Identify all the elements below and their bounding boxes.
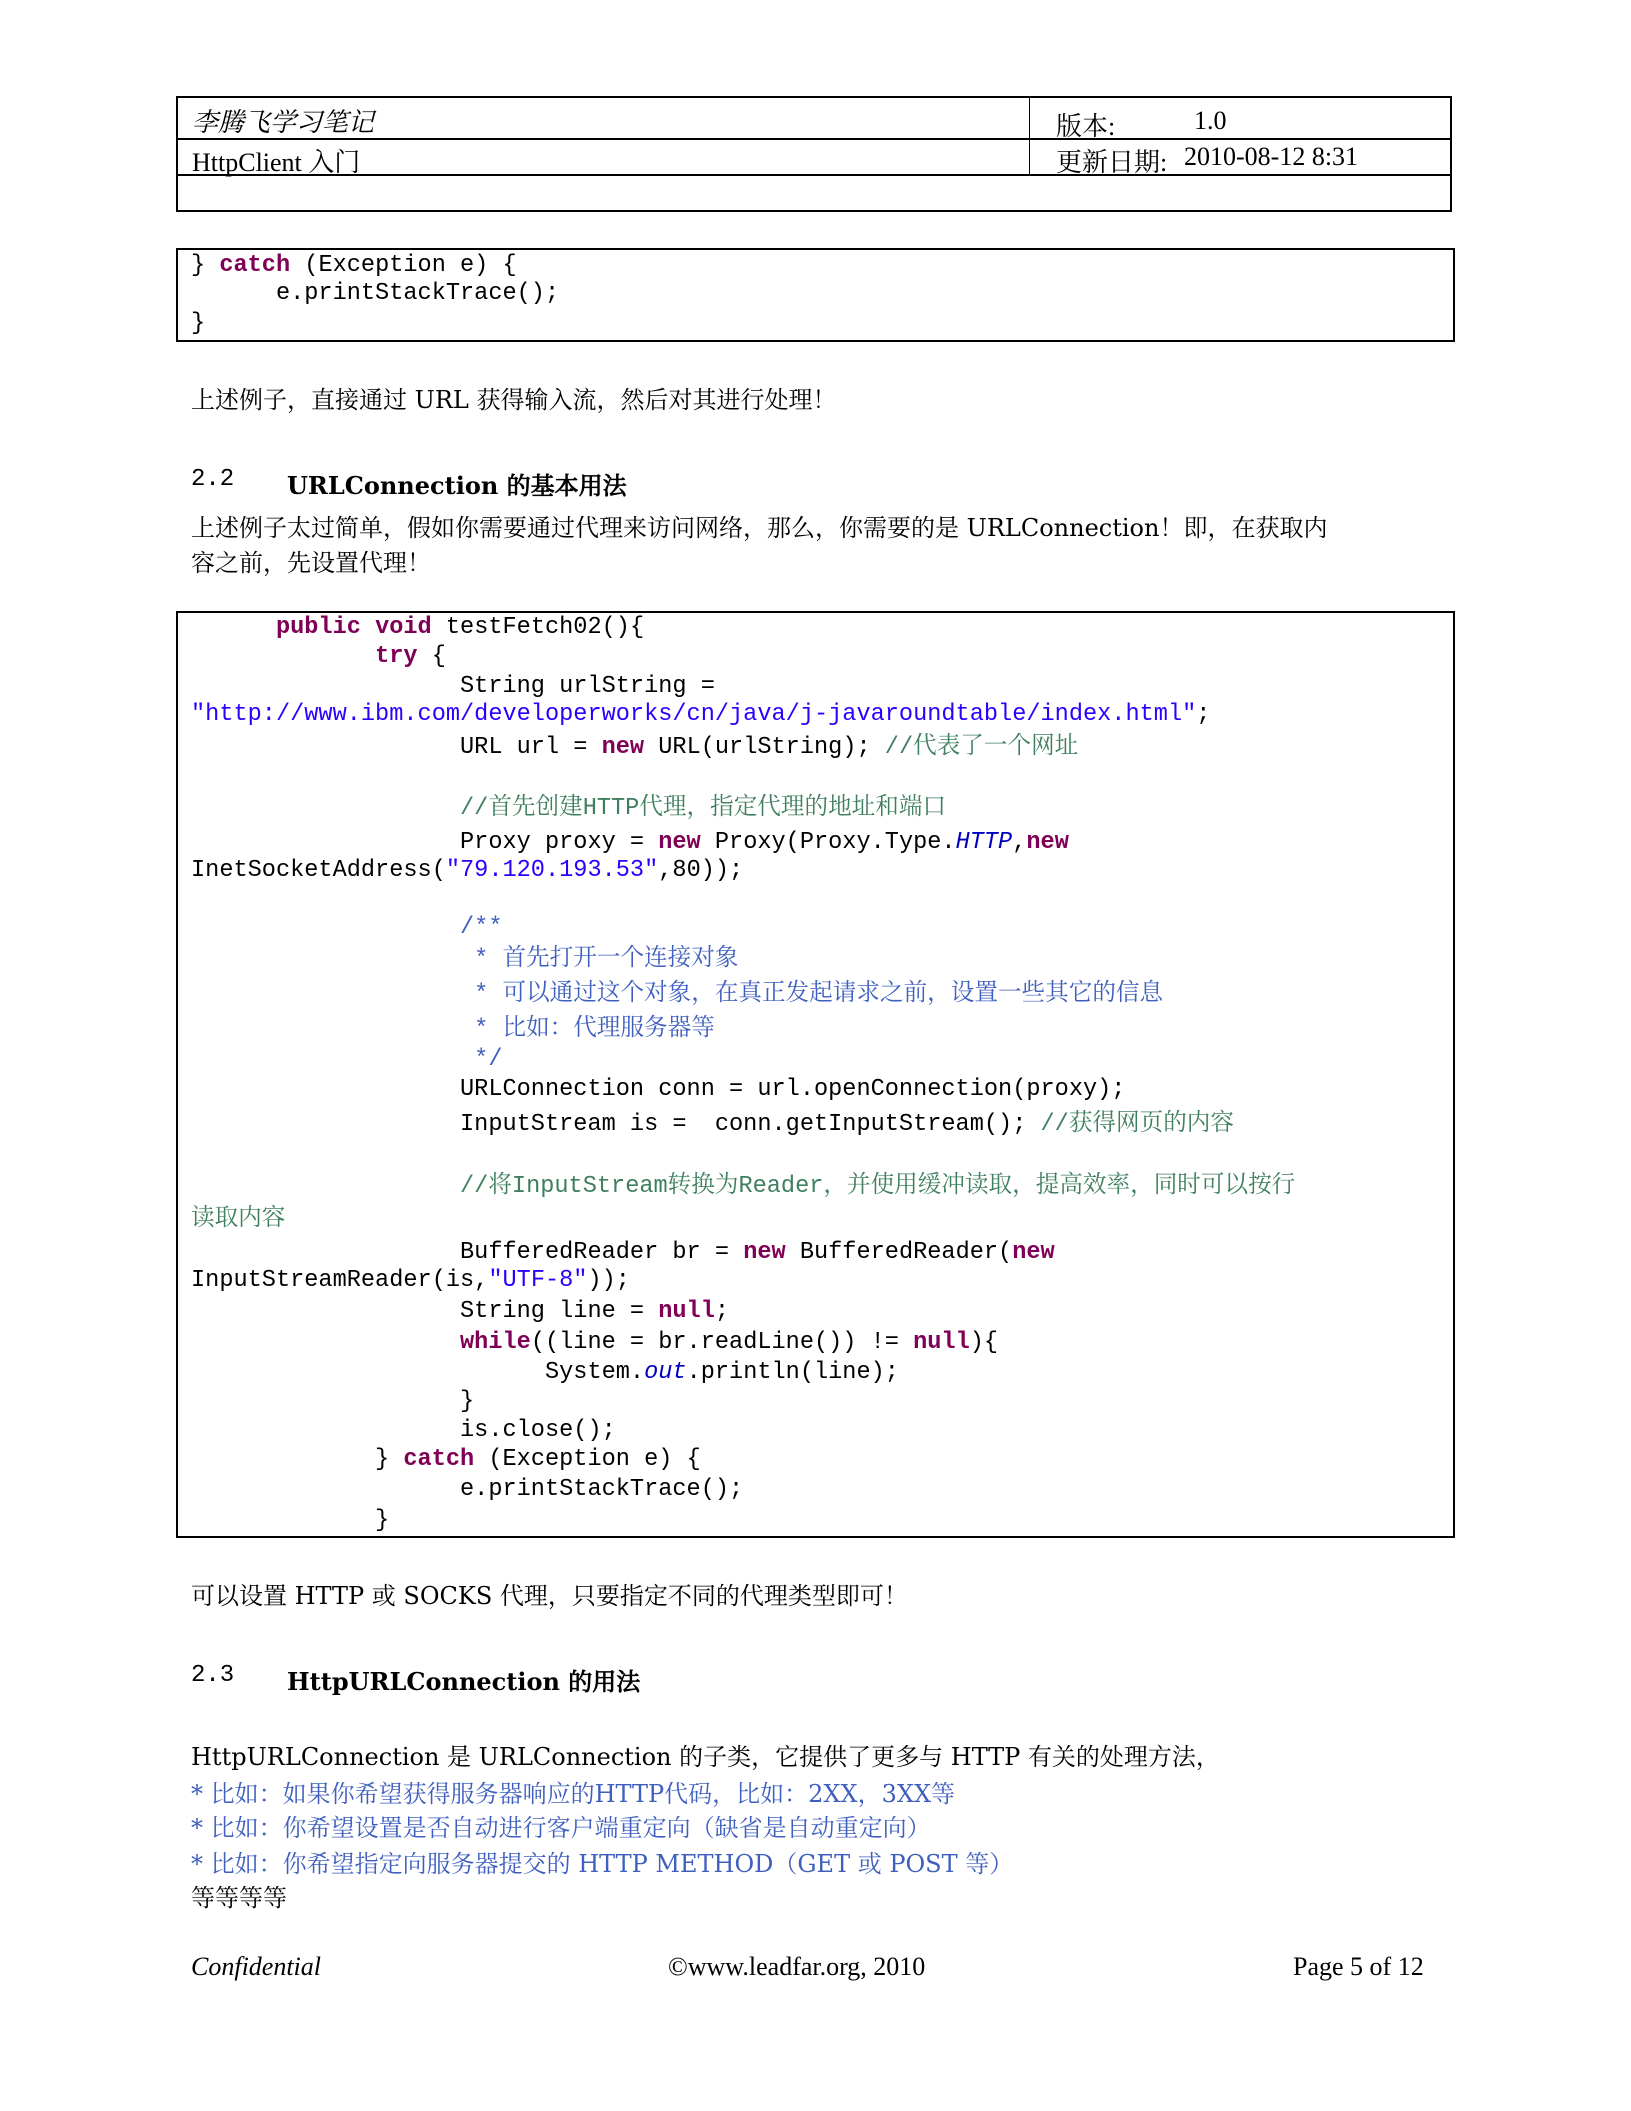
code-token: (Exception e) { — [474, 1446, 701, 1473]
code-token — [191, 1329, 460, 1356]
code-token: } — [191, 1388, 475, 1415]
code-line — [191, 312, 205, 336]
code-token: new — [1026, 829, 1069, 856]
code-token: while — [460, 1329, 531, 1356]
code-token: HTTP — [955, 829, 1013, 856]
code-token: Proxy(Proxy.Type. — [700, 829, 956, 856]
code-token: BufferedReader( — [785, 1239, 1013, 1266]
paragraph: HttpURLConnection 是 URLConnection 的子类，它提供了更多与 HTTP 有关的处理方法， — [191, 1743, 1220, 1771]
code-line — [191, 1419, 616, 1443]
code-token: Proxy proxy = — [191, 829, 659, 856]
code-token: { — [417, 643, 446, 670]
code-token — [191, 1016, 474, 1043]
code-token: e.printStackTrace(); — [191, 280, 560, 307]
code-line — [191, 1331, 998, 1355]
code-token: "UTF-8" — [488, 1267, 588, 1294]
version-value: 1.0 — [1194, 106, 1227, 135]
code-block-2 — [176, 611, 1455, 1538]
code-token: out — [644, 1359, 687, 1386]
code-token: 读取内容 — [191, 1206, 286, 1233]
code-token — [191, 795, 460, 822]
code-token: public — [275, 614, 361, 641]
code-token: ){ — [969, 1329, 999, 1356]
code-line — [191, 1448, 701, 1472]
code-token: URL url = — [191, 734, 602, 761]
code-line — [191, 983, 1163, 1007]
code-token: "http://www.ibm.com/developerworks/cn/java/j-javaroundtable/index.html" — [191, 701, 1197, 728]
code-token: ; — [1196, 701, 1211, 728]
section-number: 2.3 — [191, 1662, 235, 1689]
code-token: URL(urlString); — [644, 734, 885, 761]
code-token: new — [743, 1239, 786, 1266]
code-token: */ — [474, 1046, 503, 1073]
code-token: "79.120.193.53" — [445, 857, 659, 884]
paragraph: 上述例子太过简单，假如你需要通过代理来访问网络，那么，你需要的是 URLConnection！即，在获取内 — [191, 514, 1328, 542]
code-token: ,80)); — [658, 857, 744, 884]
code-token: new — [601, 734, 645, 761]
code-token: BufferedReader br = — [191, 1239, 744, 1266]
code-token: } — [191, 1446, 404, 1473]
code-line — [191, 616, 644, 640]
header-column-divider — [1029, 98, 1030, 176]
code-line — [191, 948, 738, 972]
paragraph: 可以设置 HTTP 或 SOCKS 代理，只要指定不同的代理类型即可！ — [191, 1582, 908, 1610]
code-line — [191, 1048, 503, 1072]
code-token: InputStream is = conn.getInputStream(); — [191, 1111, 1041, 1138]
header-divider — [178, 174, 1450, 176]
code-line — [191, 1300, 729, 1324]
code-token: InetSocketAddress( — [191, 857, 446, 884]
code-token: null — [913, 1329, 970, 1356]
code-line — [191, 1509, 389, 1533]
paragraph: 容之前，先设置代理！ — [191, 549, 431, 577]
code-token: void — [375, 614, 432, 641]
paragraph: 等等等等 — [191, 1884, 287, 1912]
document-header-table — [176, 96, 1452, 212]
code-token: String urlString = — [191, 673, 715, 700]
footer-confidential: Confidential — [191, 1952, 321, 1981]
notebook-title: 李腾飞学习笔记 — [192, 108, 375, 137]
code-line — [191, 916, 503, 940]
code-token: * 首先打开一个连接对象 — [474, 946, 739, 973]
footer-page-number: Page 5 of 12 — [1293, 1952, 1424, 1981]
code-token: ((line = br.readLine()) != — [530, 1329, 914, 1356]
code-token: null — [658, 1298, 715, 1325]
code-token: testFetch02(){ — [431, 614, 645, 641]
code-line — [191, 1241, 1055, 1265]
code-line — [191, 859, 743, 883]
code-line — [191, 1175, 1295, 1199]
code-line — [191, 1078, 1125, 1102]
code-token — [191, 1046, 474, 1073]
code-token: URLConnection conn = url.openConnection(proxy); — [191, 1076, 1126, 1103]
code-token: //首先创建HTTP代理，指定代理的地址和端口 — [460, 795, 947, 822]
code-line — [191, 1478, 743, 1502]
code-line — [191, 1113, 1234, 1137]
updated-label: 更新日期: — [1056, 148, 1168, 177]
code-line — [191, 1269, 630, 1293]
code-token: InputStreamReader(is, — [191, 1267, 489, 1294]
code-token: //获得网页的内容 — [1040, 1111, 1234, 1138]
code-line — [191, 1361, 899, 1385]
code-token: try — [375, 643, 418, 670]
code-block-1 — [176, 248, 1455, 342]
code-line — [191, 675, 715, 699]
section-heading: HttpURLConnection 的用法 — [287, 1667, 641, 1696]
code-token: new — [1012, 1239, 1055, 1266]
code-token: ; — [714, 1298, 730, 1325]
code-line — [191, 1018, 715, 1042]
code-line — [191, 831, 1069, 855]
code-token — [361, 614, 375, 641]
code-line — [191, 797, 946, 821]
code-token: (Exception e) { — [290, 252, 517, 279]
code-token: String line = — [191, 1298, 659, 1325]
code-token: System. — [191, 1359, 645, 1386]
code-line — [191, 282, 559, 306]
code-token: , — [1012, 829, 1027, 856]
code-token: new — [658, 829, 701, 856]
code-token: .println(line); — [686, 1359, 899, 1386]
bullet-item: * 比如：你希望指定向服务器提交的 HTTP METHOD（GET 或 POST 等） — [191, 1850, 1014, 1878]
code-line — [191, 645, 446, 669]
code-token — [191, 981, 474, 1008]
paragraph: 上述例子，直接通过 URL 获得输入流，然后对其进行处理！ — [191, 386, 837, 414]
code-line — [191, 703, 1210, 727]
bullet-item: * 比如：如果你希望获得服务器响应的HTTP代码，比如：2XX，3XX等 — [191, 1780, 956, 1808]
code-token: //代表了一个网址 — [884, 734, 1079, 761]
code-token: * 比如：代理服务器等 — [474, 1016, 715, 1043]
bullet-item: * 比如：你希望设置是否自动进行客户端重定向（缺省是自动重定向） — [191, 1814, 931, 1842]
code-line — [191, 1208, 285, 1232]
code-token: e.printStackTrace(); — [191, 1476, 744, 1503]
code-token: /** — [460, 914, 503, 941]
code-token: } — [191, 310, 206, 337]
code-token: catch — [219, 252, 291, 279]
code-token: } — [191, 252, 220, 279]
updated-value: 2010-08-12 8:31 — [1184, 142, 1359, 171]
section-number: 2.2 — [191, 466, 235, 493]
code-token — [191, 1173, 460, 1200]
footer-copyright: ©www.leadfar.org, 2010 — [668, 1952, 926, 1981]
code-token — [191, 643, 375, 670]
code-token — [191, 946, 474, 973]
code-token: } — [191, 1507, 390, 1534]
code-token: is.close(); — [191, 1417, 616, 1444]
code-line — [191, 254, 517, 278]
code-token: catch — [403, 1446, 475, 1473]
code-token — [191, 914, 460, 941]
code-token — [191, 614, 276, 641]
code-line — [191, 1390, 474, 1414]
document-title: HttpClient 入门 — [192, 148, 361, 177]
code-token: )); — [587, 1267, 630, 1294]
code-token: * 可以通过这个对象，在真正发起请求之前，设置一些其它的信息 — [474, 981, 1164, 1008]
code-token: //将InputStream转换为Reader，并使用缓冲读取，提高效率，同时可以按行 — [460, 1173, 1296, 1200]
code-line — [191, 736, 1078, 760]
version-label: 版本: — [1056, 112, 1116, 141]
section-heading: URLConnection 的基本用法 — [287, 471, 627, 500]
